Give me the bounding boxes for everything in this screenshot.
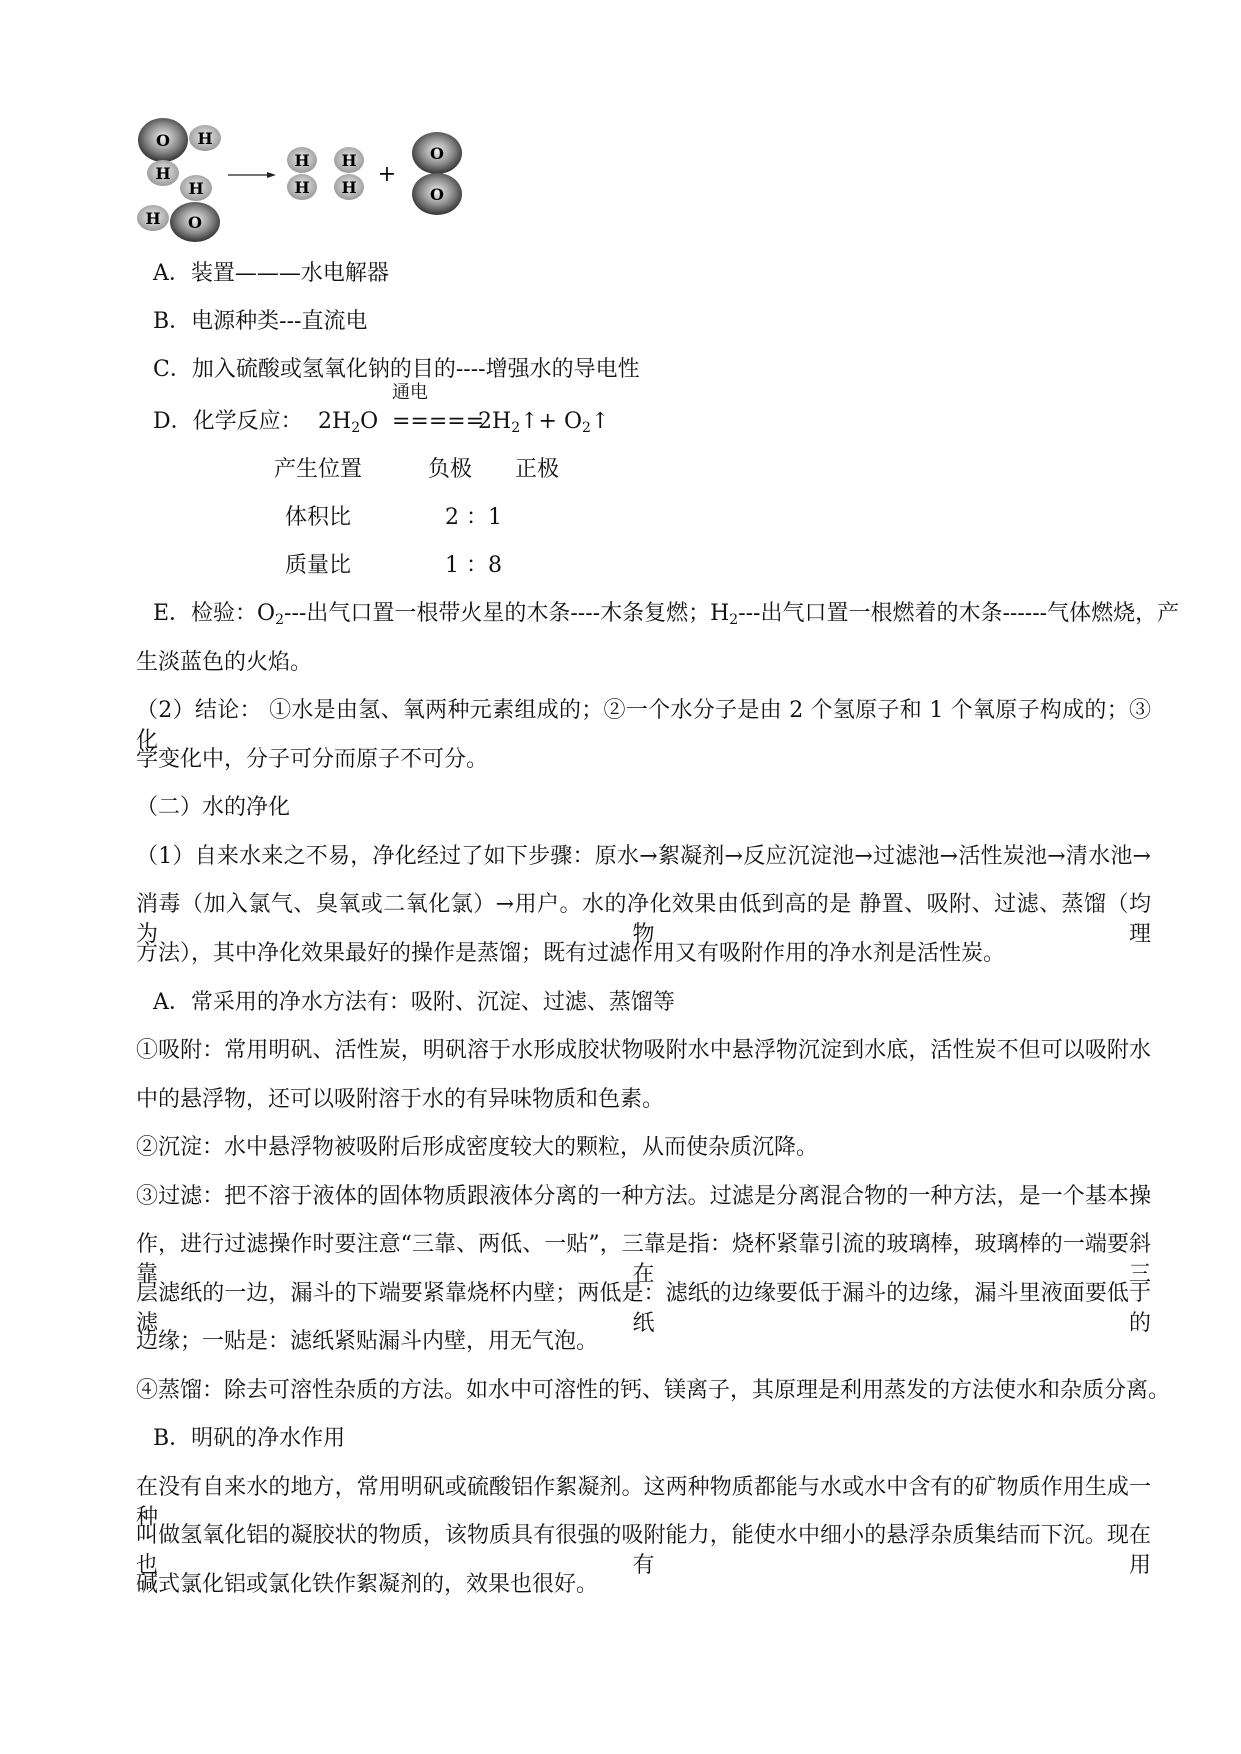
svg-text:H: H: [145, 209, 161, 228]
svg-text:O: O: [156, 131, 170, 150]
text-line: ④蒸馏：除去可溶性杂质的方法。如水中可溶性的钙、镁离子，其原理是利用蒸发的方法使水和杂质分离。: [136, 1378, 1171, 1403]
text-line: （1）自来水来之不易，净化经过了如下步骤：原水→絮凝剂→反应沉淀池→过滤池→活性炭池→清水池→: [136, 844, 1151, 869]
text-line: 碱式氯化铝或氯化铁作絮凝剂的，效果也很好。: [136, 1572, 599, 1597]
hydrogen-molecule-1: [287, 147, 317, 200]
reaction-arrow: [228, 172, 276, 178]
text-line: ①吸附：常用明矾、活性炭，明矾溶于水形成胶状物吸附水中悬浮物沉淀到水底，活性炭不但可以吸附水: [136, 1038, 1151, 1063]
table-row-value: 2 ：1: [445, 505, 502, 530]
table-header-cathode: 负极: [428, 457, 473, 482]
equation-reactant: $2H_2O$: [318, 409, 379, 436]
item-b: B．电源种类---直流电: [153, 309, 368, 334]
text-line: 消毒（加入氯气、臭氧或二氧化氯）→用户。水的净化效果由低到高的是 静置、吸附、过滤、蒸馏（均为物理: [136, 892, 1151, 947]
svg-text:H: H: [294, 178, 310, 197]
equation-condition: 通电: [392, 382, 428, 403]
svg-text:O: O: [430, 185, 444, 204]
oxygen-molecule: [412, 132, 462, 215]
text-line: 叫做氢氧化铝的凝胶状的物质，该物质具有很强的吸附能力，能使水中细小的悬浮杂质集结而下沉。现在也有用: [136, 1523, 1151, 1578]
text-line: 层滤纸的一边，漏斗的下端要紧靠烧杯内壁；两低是：滤纸的边缘要低于漏斗的边缘，漏斗里液面要低于滤纸的: [136, 1281, 1151, 1336]
text-line: 作，进行过滤操作时要注意“三靠、两低、一贴”，三靠是指：烧杯紧靠引流的玻璃棒，玻璃棒的一端要斜靠在三: [136, 1232, 1151, 1287]
svg-text:O: O: [430, 144, 444, 163]
text-line: ③过滤：把不溶于液体的固体物质跟液体分离的一种方法。过滤是分离混合物的一种方法，是一个基本操: [136, 1184, 1151, 1209]
equation-label: D．化学反应：: [153, 409, 303, 434]
text-line: （2）结论： ①水是由氢、氧两种元素组成的；②一个水分子是由 2 个氢原子和 1 个氧原子构成的；③化: [136, 698, 1151, 753]
equation-sign: =====: [392, 409, 485, 434]
table-header-position: 产生位置: [274, 457, 363, 482]
table-row-value: 1 ：8: [445, 553, 502, 578]
svg-text:H: H: [294, 151, 310, 170]
svg-text:H: H: [155, 164, 171, 183]
table-row-label: 体积比: [285, 505, 352, 530]
plus-sign: +: [377, 162, 397, 187]
svg-text:H: H: [188, 179, 204, 198]
text-line: 学变化中，分子可分而原子不可分。: [136, 747, 489, 772]
text-line: 中的悬浮物，还可以吸附溶于水的有异味物质和色素。: [136, 1087, 665, 1112]
hydrogen-molecule-2: [334, 147, 364, 200]
svg-text:O: O: [188, 213, 202, 232]
water-electrolysis-diagram: [0, 0, 500, 260]
text-line: 方法），其中净化效果最好的操作是蒸馏；既有过滤作用又有吸附作用的净水剂是活性炭。: [136, 941, 1006, 966]
subheading: B．明矾的净水作用: [153, 1426, 346, 1451]
text-line: 边缘；一贴是：滤纸紧贴漏斗内壁，用无气泡。: [136, 1329, 599, 1354]
table-header-anode: 正极: [515, 457, 560, 482]
svg-text:H: H: [341, 178, 357, 197]
text-line: 在没有自来水的地方，常用明矾或硫酸铝作絮凝剂。这两种物质都能与水或水中含有的矿物质作用生成一种: [136, 1475, 1151, 1530]
item-e-line1: E．检验：$O_2---$出气口置一根带火星的木条----木条复燃；$H_2---$出气口置一根燃着的木条------气体燃烧，产: [153, 601, 1180, 628]
item-e-line2: 生淡蓝色的火焰。: [136, 650, 313, 675]
item-a: A．装置———水电解器: [153, 261, 389, 286]
equation-products: $2H_2↑+$ $O_2↑$: [478, 409, 610, 436]
water-molecule-1: [138, 118, 221, 186]
item-c: C．加入硫酸或氢氧化钠的目的----增强水的导电性: [153, 357, 640, 382]
text-line: ②沉淀：水中悬浮物被吸附后形成密度较大的颗粒，从而使杂质沉降。: [136, 1135, 819, 1160]
svg-text:H: H: [341, 151, 357, 170]
water-molecule-2: [137, 175, 220, 242]
svg-text:H: H: [197, 129, 213, 148]
table-row-label: 质量比: [285, 553, 352, 578]
subheading: A．常采用的净水方法有：吸附、沉淀、过滤、蒸馏等: [153, 990, 675, 1015]
section-heading: （二）水的净化: [136, 795, 291, 820]
